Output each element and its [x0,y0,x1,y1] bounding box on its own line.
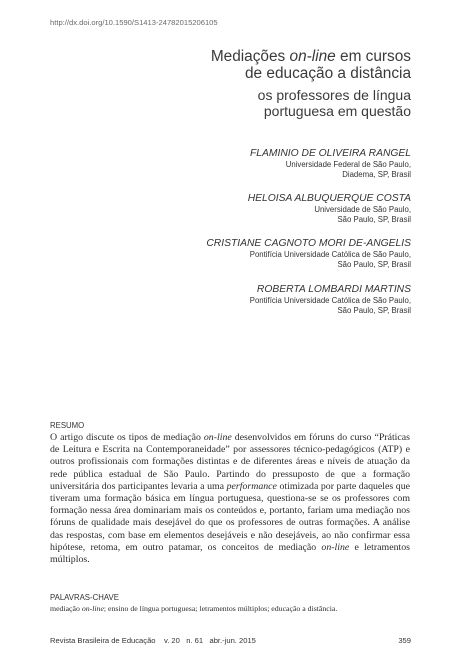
abstract-text [50,432,410,566]
keywords-heading: PALAVRAS-CHAVE [50,593,119,602]
author-block [206,238,411,270]
journal-name: Revista Brasileira de Educação [50,636,156,645]
journal-number: n. 61 [186,636,204,645]
keyword-italic: on-line [81,604,104,613]
author-name: FLAMINIO DE OLIVEIRA RANGEL [250,148,411,159]
journal-footer [50,636,256,645]
author-location: São Paulo, SP, Brasil [337,215,411,224]
author-block [250,148,411,180]
author-name: ROBERTA LOMBARDI MARTINS [256,284,411,295]
author-affiliation: Pontifícia Universidade Católica de São Paulo, [249,296,411,305]
keyword-part: mediação [50,604,82,613]
title-prefix: Mediações [210,48,290,65]
abstract-italic: on-line [203,432,232,443]
abstract-part: e letramentos múltiplos. [50,541,410,566]
subtitle-line2: portuguesa em questão [263,103,411,119]
author-name: CRISTIANE CAGNOTO MORI DE-ANGELIS [206,238,411,249]
doi-link[interactable]: http://dx.doi.org/10.1590/S1413-24782015206105 [50,18,218,27]
abstract-part: O artigo discute os tipos de mediação [50,432,204,443]
abstract-italic: performance [226,480,277,492]
abstract-heading: RESUMO [50,421,85,430]
author-affiliation: Universidade de São Paulo, [314,205,411,214]
author-name: HELOISA ALBUQUERQUE COSTA [247,193,411,204]
article-subtitle [258,87,411,119]
author-location: São Paulo, SP, Brasil [337,306,411,315]
author-affiliation: Pontifícia Universidade Católica de São Paulo, [249,250,411,259]
abstract-part: otimizada por parte daqueles que tiveram uma formação básica em língua portuguesa, questiona-se se os professores com formação nessa área dominariam mais os conteúdos e, portanto, fariam uma mediação nos fóruns de qualidade mais desejável do que os professores de outras formações. A análise das respostas, com base em elementos desejáveis e não desejáveis, ao não confirmar essa hipótese, retoma, em outro patamar, os conceitos de mediação [50,480,410,553]
title-italic: on-line [289,48,336,65]
title-suffix: em cursos [335,48,411,65]
journal-date: abr.-jun. 2015 [209,636,256,645]
journal-volume: v. 20 [163,636,180,645]
keyword-part: ; ensino de língua portuguesa; letramentos múltiplos; educação a distância. [103,604,338,613]
author-block [250,284,411,316]
article-title [211,48,411,82]
author-location: São Paulo, SP, Brasil [337,260,411,269]
page-number: 359 [398,636,411,645]
author-location: Diadema, SP, Brasil [342,170,411,179]
keywords-text [50,604,420,614]
author-block [248,193,411,225]
abstract-italic: on-line [321,541,350,553]
author-affiliation: Universidade Federal de São Paulo, [285,160,411,169]
title-line2: de educação a distância [245,65,411,82]
subtitle-line1: os professores de língua [257,87,411,103]
abstract-part: desenvolvidos em fóruns do curso “Práticas de Leitura e Escrita na Contemporaneidade” por assessores técnico-pedagógicos (ATP) e outros profissionais com formações distintas e de diferentes áreas e níveis de atuação da rede pública estadual de São Paulo. Partindo do pressuposto de que a formação universitária dos participantes levaria a uma [50,432,410,492]
